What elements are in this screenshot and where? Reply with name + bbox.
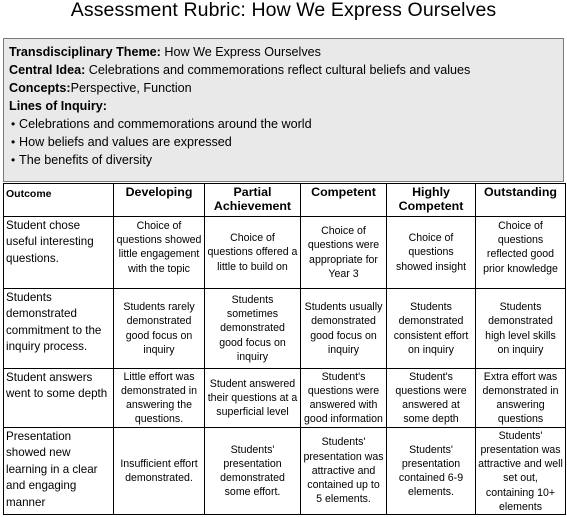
rubric-table — [3, 183, 566, 515]
theme-line — [9, 43, 563, 61]
outcome-cell: Student chose useful interesting questions. — [4, 217, 114, 289]
theme-label: Transdisciplinary Theme: — [9, 45, 161, 59]
rating-cell — [387, 428, 476, 515]
cell-text: Students' presentation was attractive and well set out, containing 10+ elements — [478, 429, 563, 513]
cell-text: Extra effort was demonstrated in answering questions — [482, 370, 559, 426]
header-row — [4, 184, 566, 217]
cell-text: Students' presentation was attractive and contained up to 5 elements. — [303, 436, 384, 506]
rating-cell — [476, 369, 566, 428]
rating-cell — [387, 369, 476, 428]
cell-text: Student's questions were answered at some depth — [395, 370, 467, 426]
inquiry-line-1 — [9, 115, 563, 133]
cell-text: Little effort was demonstrated in answering the questions. — [121, 370, 197, 426]
cell-text: Students usually demonstrated good focus on inquiry — [304, 301, 383, 356]
lines-of-inquiry-heading — [9, 97, 563, 115]
page-title: Assessment Rubric: How We Express Ourselves — [70, 0, 497, 21]
theme-value: How We Express Ourselves — [164, 45, 321, 59]
header-highly-competent: Highly Competent — [387, 184, 476, 217]
info-box — [3, 38, 564, 182]
concepts-value: Perspective, Function — [70, 81, 192, 95]
bullet-icon: • — [11, 135, 16, 149]
rating-cell — [301, 217, 387, 289]
rating-cell — [205, 428, 301, 515]
header-outcome: Outcome — [4, 184, 114, 217]
header-developing: Developing — [114, 184, 205, 217]
rating-cell — [114, 369, 205, 428]
table-row — [4, 289, 566, 369]
rating-cell — [476, 217, 566, 289]
cell-text: Choice of questions offered a little to build on — [207, 232, 298, 273]
cell-text: Students' presentation demonstrated some effort. — [220, 443, 285, 499]
outcome-cell: Presentation showed new learning in a clear and engaging manner — [4, 428, 114, 515]
outcome-cell: Student answers went to some depth — [4, 369, 114, 428]
rating-cell — [387, 289, 476, 369]
central-idea-label: Central Idea: — [9, 63, 86, 77]
central-idea-line — [9, 61, 563, 79]
cell-text: Students demonstrated high level skills on inquiry — [485, 301, 556, 356]
rating-cell — [114, 289, 205, 369]
rating-cell — [476, 289, 566, 369]
cell-text: Choice of questions were appropriate for Year 3 — [307, 225, 380, 280]
table-row — [4, 369, 566, 428]
concepts-label: Concepts: — [9, 81, 71, 95]
rating-cell — [114, 428, 205, 515]
bullet-icon: • — [11, 117, 16, 131]
table-row — [4, 428, 566, 515]
rating-cell — [205, 217, 301, 289]
table-row — [4, 217, 566, 289]
bullet-icon: • — [11, 153, 16, 167]
cell-text: Students' presentation contained 6-9 elements. — [398, 443, 464, 499]
rating-cell — [301, 369, 387, 428]
cell-text: Choice of questions showed insight — [395, 232, 467, 273]
concepts-line — [9, 79, 563, 97]
inquiry-line-text: The benefits of diversity — [19, 153, 152, 167]
inquiry-line-text: How beliefs and values are expressed — [19, 135, 232, 149]
inquiry-line-text: Celebrations and commemorations around the world — [19, 117, 312, 131]
lines-of-inquiry-label: Lines of Inquiry: — [9, 99, 107, 113]
rating-cell — [205, 289, 301, 369]
outcome-cell: Students demonstrated commitment to the inquiry process. — [4, 289, 114, 369]
cell-text: Students demonstrated consistent effort on inquiry — [393, 301, 469, 356]
cell-text: Students rarely demonstrated good focus on inquiry — [123, 301, 195, 356]
header-outstanding: Outstanding — [476, 184, 566, 217]
rating-cell — [301, 289, 387, 369]
cell-text: Insufficient effort demonstrated. — [120, 457, 198, 484]
rating-cell — [205, 369, 301, 428]
rating-cell — [387, 217, 476, 289]
inquiry-line-3 — [9, 151, 563, 169]
header-partial-achievement: Partial Achievement — [205, 184, 301, 217]
cell-text: Student answered their questions at a superficial level — [207, 377, 298, 419]
header-competent: Competent — [301, 184, 387, 217]
central-idea-value: Celebrations and commemorations reflect cultural beliefs and values — [88, 63, 471, 77]
rating-cell — [476, 428, 566, 515]
cell-text: Choice of questions showed little engagement with the topic — [116, 220, 202, 275]
inquiry-line-2 — [9, 133, 563, 151]
cell-text: Choice of questions reflected good prior knowledge — [483, 220, 558, 275]
cell-text: Students sometimes demonstrated good focus on inquiry — [219, 293, 286, 363]
cell-text: Student's questions were answered with good information — [304, 370, 383, 426]
rating-cell — [301, 428, 387, 515]
rating-cell — [114, 217, 205, 289]
